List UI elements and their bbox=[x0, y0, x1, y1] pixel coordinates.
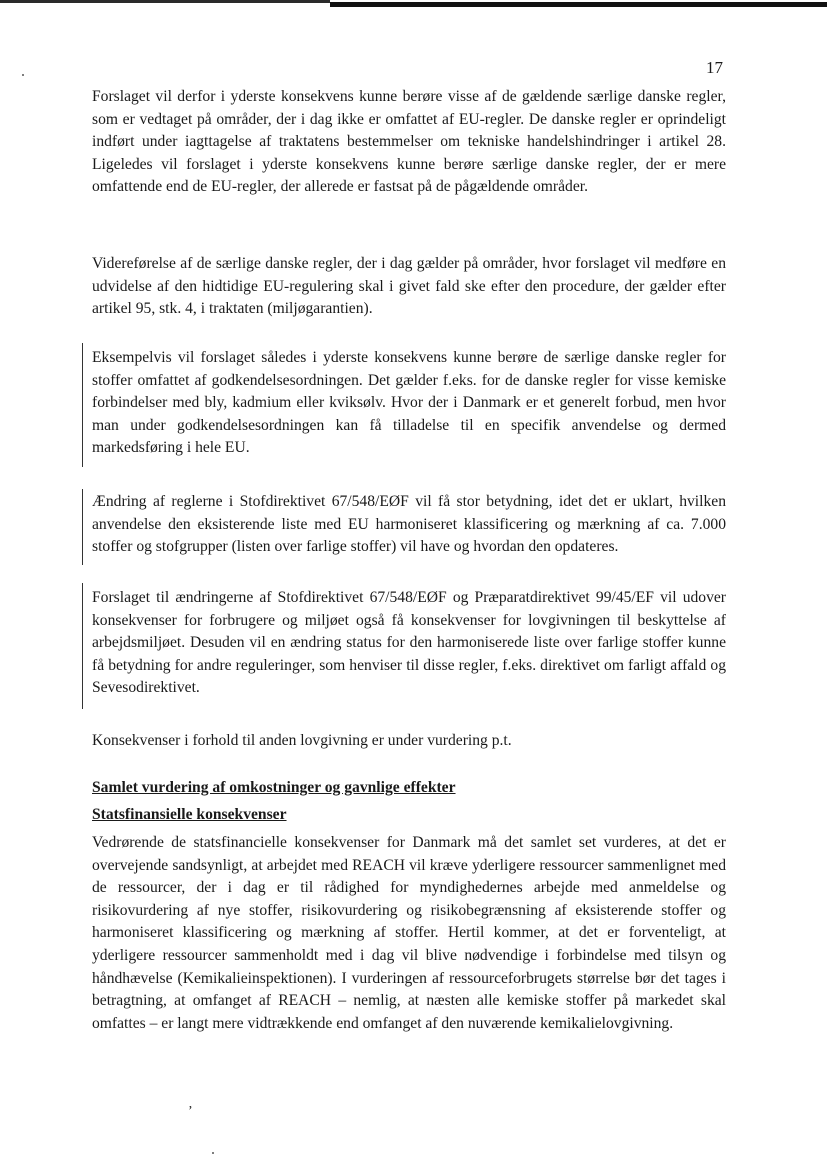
change-bar-1 bbox=[82, 343, 83, 467]
scan-speck bbox=[212, 1152, 214, 1154]
paragraph-4: Ændring af reglerne i Stofdirektivet 67/548/EØF vil få stor betydning, idet det er uklart, hvilken anvendelse den eksisterende liste med EU harmoniseret klassificering og mærkning af ca. 7.000 stoffer og stofgrupper (listen over farlige stoffer) vil have og hvordan den opdateres. bbox=[92, 493, 726, 556]
paragraph-final: Vedrørende de statsfinancielle konsekvenser for Danmark må det samlet set vurderes, at det er overvejende sandsynligt, at arbejdet med REACH vil kræve yderligere ressourcer sammenlignet med de ressourcer, der i dag er til rådighed for myndighedernes arbejde med anmeldelse og risikovurdering af nye stoffer, risikovurdering og risikobegrænsning af eksisterende stoffer og harmoniseret klassificering og mærkning af stoffer. Hertil kommer, at det er forventeligt, at yderligere ressourcer sammenholdt med i dag vil blive nødvendige i forbindelse med tilsyn og håndhævelse (Kemikalieinspektionen). I vurderingen af ressourceforbrugets størrelse bør det tages i betragtning, at omfanget af REACH – nemlig, at næsten alle kemiske stoffer på markedet skal omfattes – er langt mere vidtrækkende end omfanget af den nuværende kemikalielovgivning. bbox=[92, 834, 726, 1032]
top-scan-rule-heavy bbox=[330, 2, 827, 7]
subsection-heading: Statsfinansielle konsekvenser bbox=[92, 806, 287, 823]
change-bar-2 bbox=[82, 489, 83, 565]
paragraph-2: Videreførelse af de særlige danske regler, der i dag gælder på områder, hvor forslaget vil medføre en udvidelse af den hidtidige EU-regulering skal i givet fald ske efter den procedure, der gælder efter artikel 95, stk. 4, i traktaten (miljøgarantien). bbox=[92, 255, 726, 318]
paragraph-6: Konsekvenser i forhold til anden lovgivning er under vurdering p.t. bbox=[92, 732, 512, 749]
page-number: 17 bbox=[706, 58, 723, 77]
paragraph-3: Eksempelvis vil forslaget således i yderste konsekvens kunne berøre de særlige danske regler for stoffer omfattet af godkendelsesordningen. Det gælder f.eks. for de danske regler for visse kemiske forbindelser med bly, kadmium eller kviksølv. Hvor der i Danmark er et generelt forbud, men hvor man under godkendelsesordningen kan få tilladelse til en specifik anvendelse og dermed markedsføring i hele EU. bbox=[92, 349, 726, 457]
paragraph-5: Forslaget til ændringerne af Stofdirektivet 67/548/EØF og Præparatdirektivet 99/45/EF vil udover konsekvenser for forbrugere og miljøet også få konsekvenser for lovgivningen til beskyttelse af arbejdsmiljøet. Desuden vil en ændring status for den harmoniserede liste over farlige stoffer kunne få betydning for andre reguleringer, som henviser til disse regler, f.eks. direktivet om farligt affald og Sevesodirektivet. bbox=[92, 589, 726, 697]
scan-speck-left bbox=[22, 74, 24, 76]
paragraph-1: Forslaget vil derfor i yderste konsekvens kunne berøre visse af de gældende særlige danske regler, som er vedtaget på områder, der i dag ikke er omfattet af EU-regler. De danske regler er oprindeligt indført under iagttagelse af traktatens bestemmelser om tekniske handelshindringer i artikel 28. Ligeledes vil forslaget i yderste konsekvens kunne berøre særlige danske regler, der er mere omfattende end de EU-regler, der allerede er fastsat på de pågældende områder. bbox=[92, 88, 726, 196]
top-scan-rule bbox=[0, 0, 330, 3]
section-heading: Samlet vurdering af omkostninger og gavnlige effekter bbox=[92, 779, 456, 796]
stray-mark: ʼ bbox=[188, 1104, 193, 1119]
change-bar-3 bbox=[82, 583, 83, 709]
